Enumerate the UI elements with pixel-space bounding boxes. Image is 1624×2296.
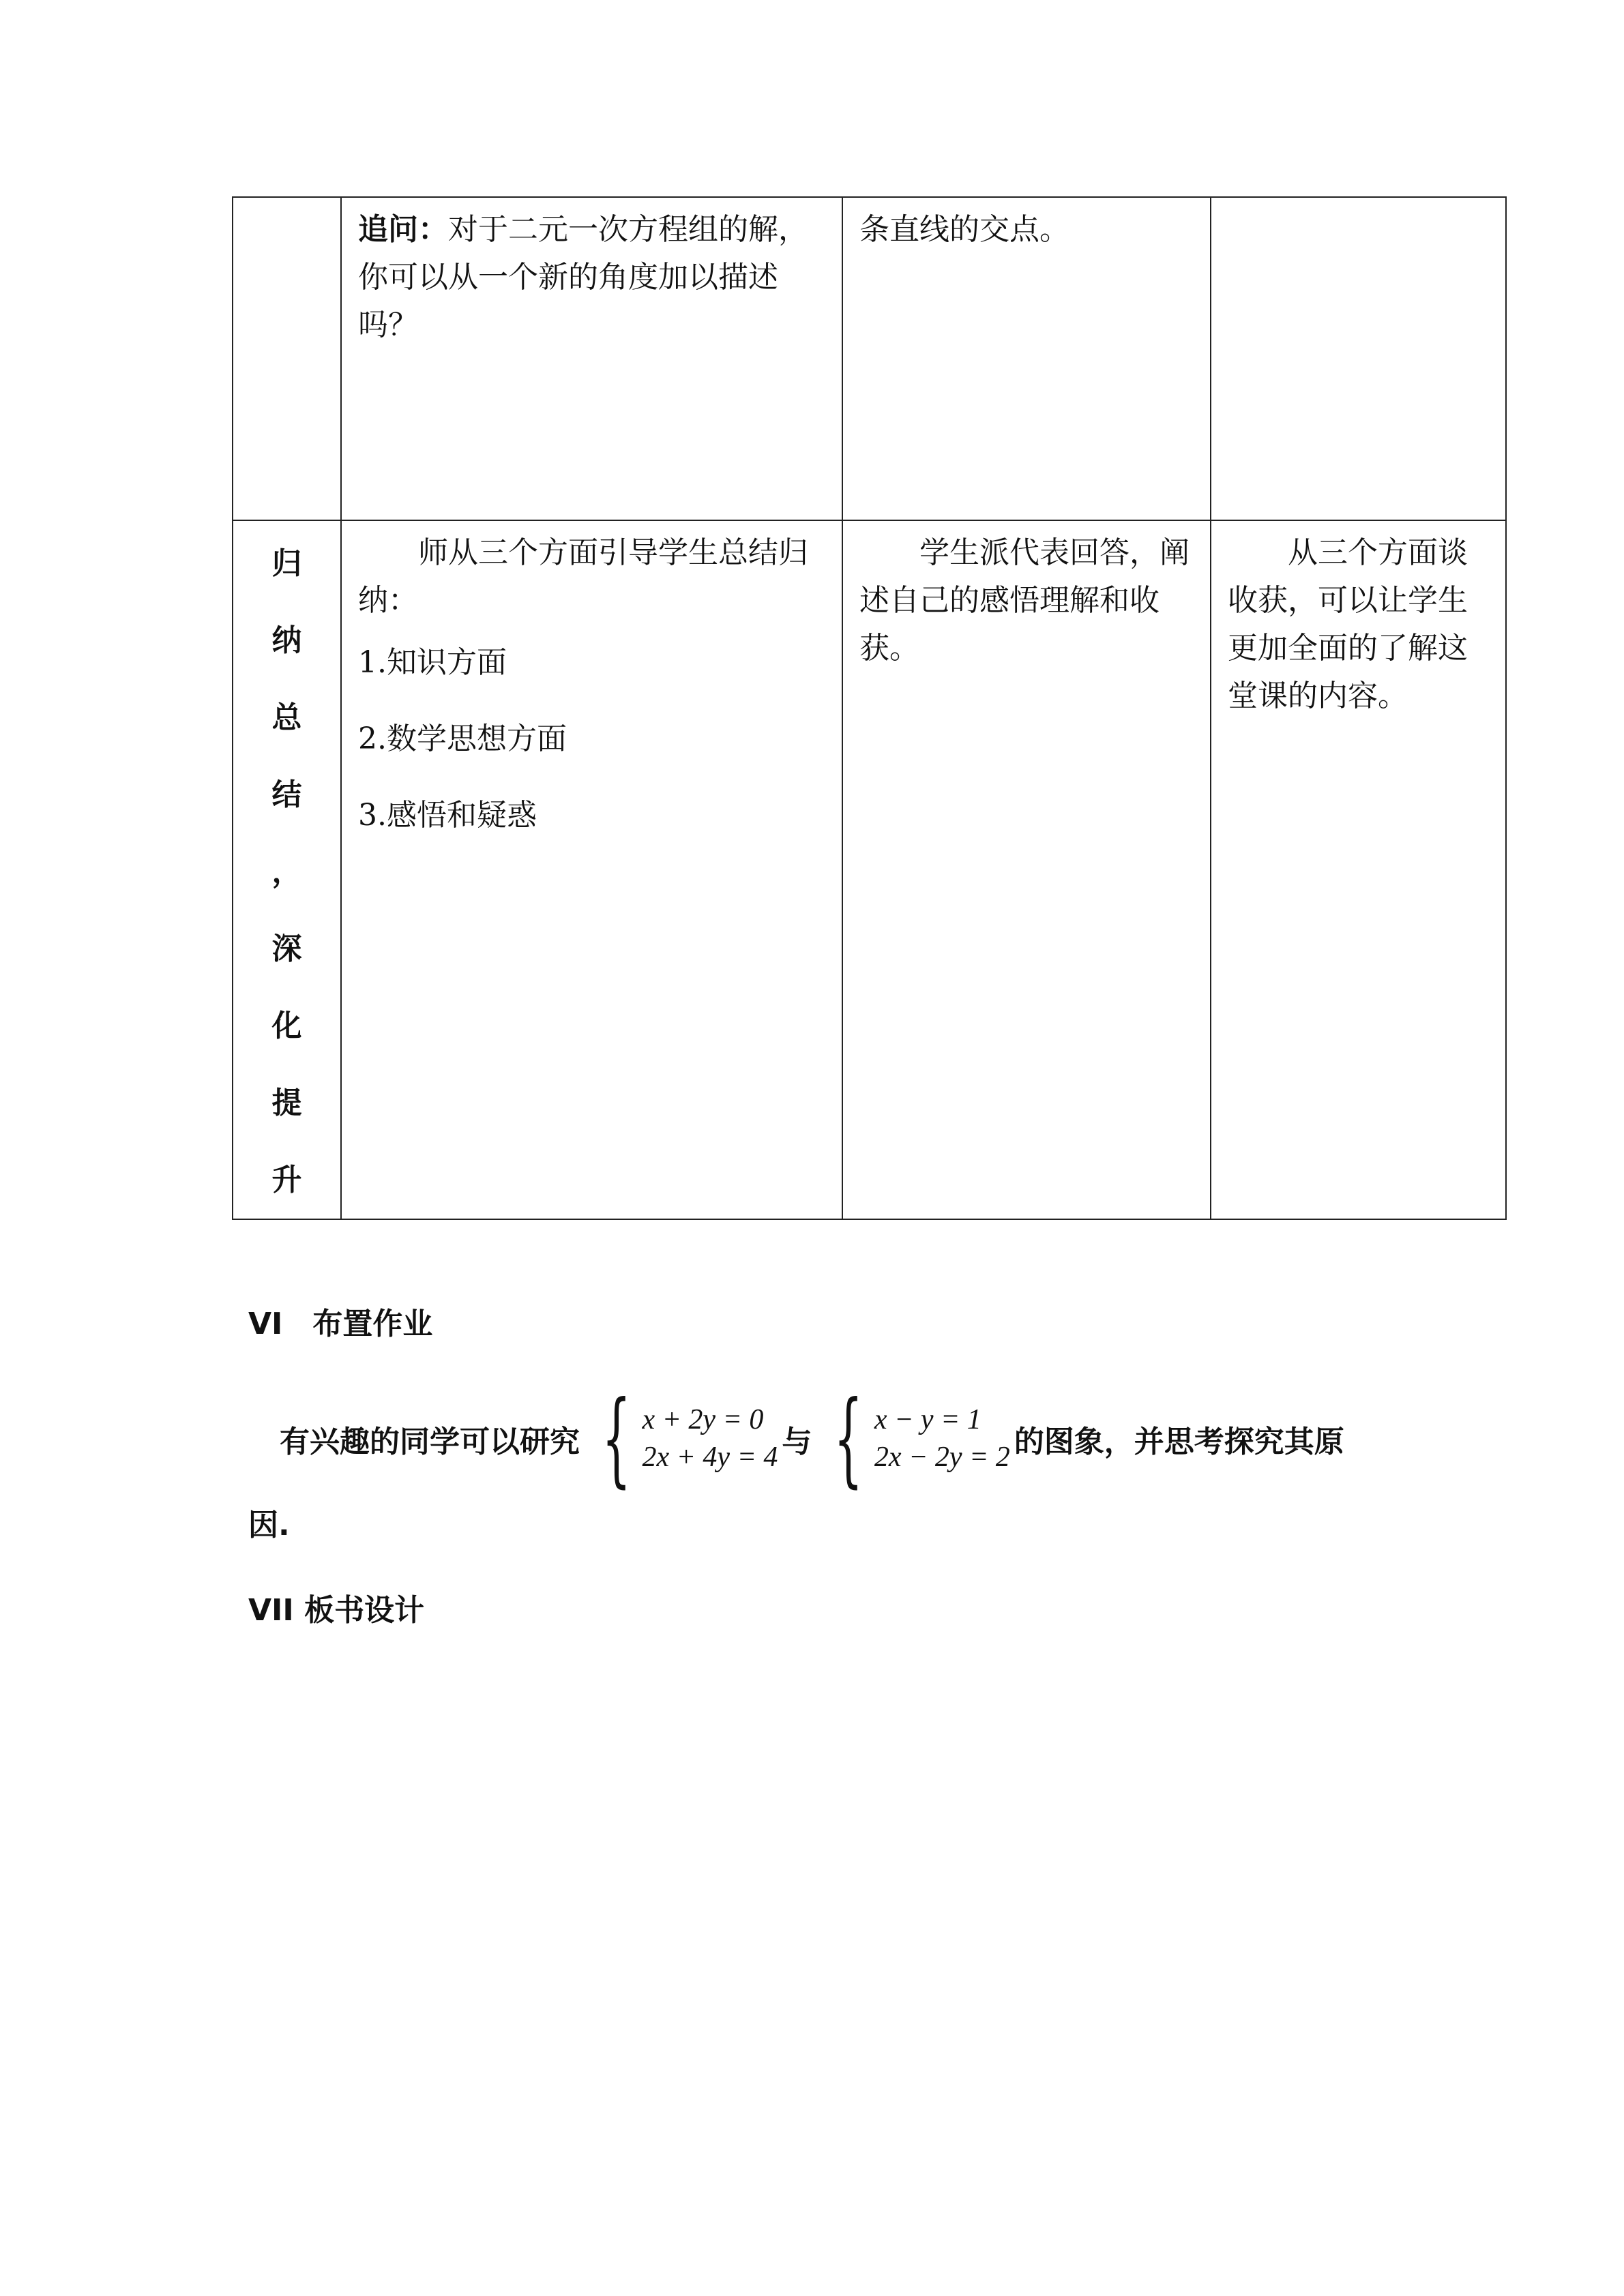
equation-system-1: [584, 1380, 778, 1498]
teacher-activity-cell: [341, 197, 842, 520]
stage-cell: [233, 197, 341, 520]
equation: x − y = 1: [874, 1404, 981, 1435]
table-row: [233, 197, 1506, 520]
stage-char: 纳: [271, 623, 302, 658]
design-intent-cell: [1211, 197, 1506, 520]
section-7-heading: VII 板书设计: [248, 1593, 425, 1628]
stage-char: 升: [271, 1163, 302, 1197]
equation-system-2: [816, 1380, 1010, 1498]
homework-line: [280, 1380, 1344, 1498]
equation: 2x − 2y = 2: [874, 1442, 1010, 1473]
teacher-activity-cell: [341, 520, 842, 1219]
stage-char: 结: [271, 777, 302, 812]
stage-char: 归: [271, 546, 302, 581]
stage-char: 化: [271, 1009, 302, 1043]
table-row: [233, 520, 1506, 1219]
stage-char: ，: [271, 854, 302, 889]
brace-icon: {: [833, 1380, 863, 1498]
stage-char: 提: [271, 1086, 302, 1120]
summary-item: 2.数学思想方面: [358, 721, 567, 756]
equation: 2x + 4y = 4: [642, 1442, 778, 1473]
brace-icon: {: [602, 1380, 632, 1498]
summary-item: 1.知识方面: [358, 645, 507, 680]
follow-up-label: 追问：: [358, 212, 448, 247]
stage-char: 总: [271, 700, 302, 735]
summary-intro: 师从三个方面引导学生总结归纳：: [358, 535, 808, 618]
homework-connector: 与: [782, 1425, 812, 1459]
homework-text-after: 的图象，并思考探究其原: [1014, 1425, 1344, 1459]
follow-up-question: 对于二元一次方程组的解，你可以从一个新的角度加以描述吗？: [358, 212, 808, 342]
student-activity-cell: 学生派代表回答，阐述自己的感悟理解和收获。: [842, 520, 1211, 1219]
homework-text-continuation: 因.: [248, 1508, 290, 1542]
student-activity-cell: 条直线的交点。: [842, 197, 1211, 520]
design-intent-cell: 从三个方面谈收获，可以让学生更加全面的了解这堂课的内容。: [1211, 520, 1506, 1219]
summary-item: 3.感悟和疑惑: [358, 798, 537, 833]
homework-text-before: 有兴趣的同学可以研究: [280, 1425, 580, 1459]
lesson-table: [232, 196, 1507, 1220]
stage-title-cell: [233, 520, 341, 1219]
stage-char: 深: [271, 931, 302, 966]
section-6-heading: VI 布置作业: [248, 1307, 433, 1341]
equation: x + 2y = 0: [642, 1404, 764, 1435]
